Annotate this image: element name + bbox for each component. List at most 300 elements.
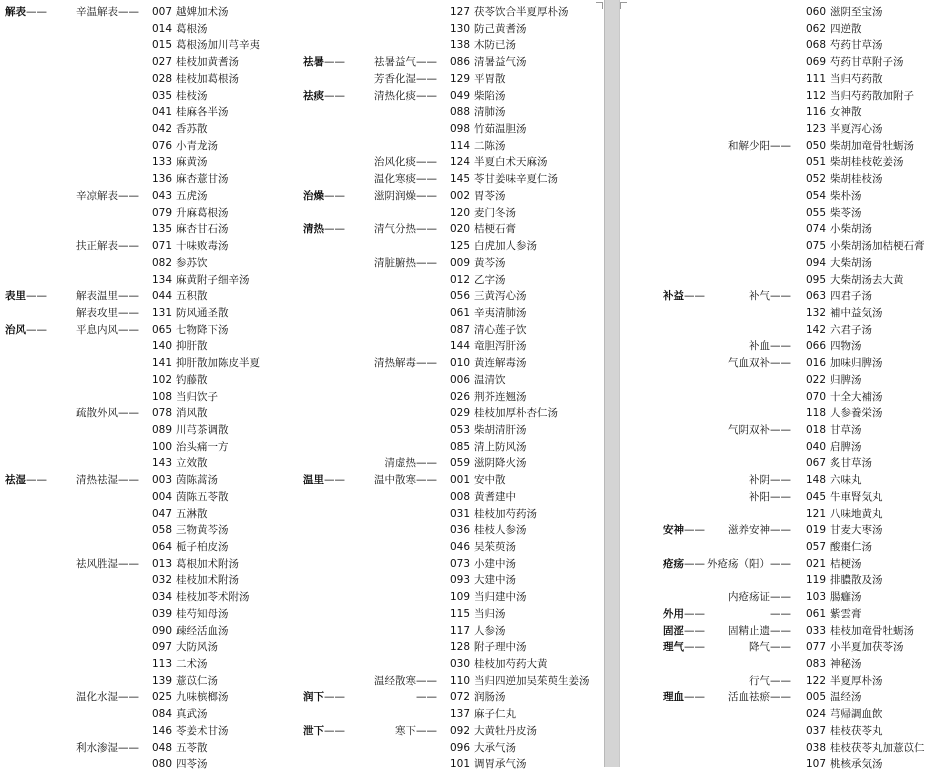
category-label: 表里 [5, 290, 26, 303]
connector-dash: —— [416, 72, 437, 85]
connector-dash: —— [118, 474, 139, 487]
formula-row [656, 171, 913, 188]
formula-row [4, 740, 304, 757]
formula-row [4, 37, 304, 54]
formula-number: 018 [805, 423, 826, 436]
formula-number: 096 [449, 741, 470, 754]
formula-number: 078 [151, 407, 172, 420]
connector-dash: —— [770, 340, 791, 353]
subcategory-label: 清虚热 [384, 457, 416, 470]
connector-dash: —— [416, 674, 437, 687]
subcategory-label: 利水渗湿 [76, 741, 118, 754]
formula-number: 140 [151, 340, 172, 353]
formula-number: 026 [449, 390, 470, 403]
formula-name: 当归汤 [474, 607, 506, 620]
formula-row [4, 539, 304, 556]
formula-row [4, 623, 304, 640]
crop-mark-top-right [596, 2, 603, 9]
formula-row [656, 623, 913, 640]
formula-row [4, 572, 304, 589]
formula-number: 082 [151, 256, 172, 269]
formula-name: 半夏厚朴汤 [830, 674, 883, 687]
formula-row [302, 522, 602, 539]
formula-name: 防己黄耆汤 [474, 22, 527, 35]
formula-name: 启脾汤 [830, 440, 862, 453]
formula-row [4, 238, 304, 255]
connector-dash: —— [118, 290, 139, 303]
connector-dash: —— [416, 474, 437, 487]
connector-dash: —— [118, 741, 139, 754]
category-label: 祛湿 [5, 474, 26, 487]
formula-name: 桂枝加厚朴杏仁汤 [474, 407, 558, 420]
formula-number: 002 [449, 189, 470, 202]
subcategory-label: 清热解毒 [374, 357, 416, 370]
formula-number: 129 [449, 72, 470, 85]
formula-number: 007 [151, 6, 172, 18]
formula-name: 女神散 [830, 106, 862, 119]
formula-name: 当归芍药散 [830, 72, 883, 85]
connector-dash: —— [118, 240, 139, 253]
formula-row [302, 4, 602, 21]
formula-number: 133 [151, 156, 172, 169]
formula-number: 051 [805, 156, 826, 169]
formula-name: 清肺汤 [474, 106, 506, 119]
category-label: 理血 [663, 691, 684, 704]
subcategory-label: 温化水湿 [76, 691, 118, 704]
formula-row [302, 656, 602, 673]
formula-row [4, 221, 304, 238]
formula-number: 117 [449, 624, 470, 637]
formula-number: 145 [449, 173, 470, 186]
formula-name: 真武汤 [176, 708, 208, 721]
formula-name: 胃苓汤 [474, 189, 506, 202]
formula-name: 大黄牡丹皮汤 [474, 724, 537, 737]
formula-row [656, 188, 913, 205]
formula-row [4, 104, 304, 121]
connector-dash: —— [118, 557, 139, 570]
connector-dash: —— [770, 641, 791, 654]
subcategory-label: 治风化痰 [374, 156, 416, 169]
formula-name: 三物黄芩汤 [176, 524, 229, 537]
formula-row [302, 740, 602, 757]
formula-number: 027 [151, 56, 172, 69]
formula-number: 063 [805, 290, 826, 303]
connector-dash: —— [324, 223, 345, 236]
subcategory-label: 清脏腑热 [374, 256, 416, 269]
formula-row [302, 372, 602, 389]
subcategory-label: 气阴双补 [728, 423, 770, 436]
category-label: 补益 [663, 290, 684, 303]
formula-number: 044 [151, 290, 172, 303]
connector-dash: —— [26, 290, 47, 303]
formula-row [4, 405, 304, 422]
formula-number: 034 [151, 591, 172, 604]
formula-row [4, 506, 304, 523]
formula-number: 048 [151, 741, 172, 754]
formula-row [656, 355, 913, 372]
formula-name: 四君子汤 [830, 290, 872, 303]
formula-row [656, 756, 913, 773]
subcategory-label: 补气 [749, 290, 770, 303]
formula-number: 012 [449, 273, 470, 286]
formula-number: 094 [805, 256, 826, 269]
formula-name: 半夏泻心汤 [830, 123, 883, 136]
connector-dash: —— [324, 189, 345, 202]
formula-row [4, 522, 304, 539]
formula-row [656, 288, 913, 305]
formula-row [656, 556, 913, 573]
formula-number: 041 [151, 106, 172, 119]
formula-name: 竜胆泻肝汤 [474, 340, 527, 353]
formula-row [302, 589, 602, 606]
formula-name: 桂枝加芍药大黄 [474, 658, 548, 671]
formula-number: 033 [805, 624, 826, 637]
formula-name: 葛根加术附汤 [176, 557, 239, 570]
formula-row [302, 639, 602, 656]
formula-name: 平胃散 [474, 72, 506, 85]
formula-row [302, 71, 602, 88]
formula-name: 大承气汤 [474, 741, 516, 754]
formula-name: 葛根汤 [176, 22, 208, 35]
formula-number: 122 [805, 674, 826, 687]
formula-number: 072 [449, 691, 470, 704]
formula-number: 090 [151, 624, 172, 637]
formula-number: 003 [151, 474, 172, 487]
formula-row [656, 221, 913, 238]
formula-row [656, 489, 913, 506]
formula-row [4, 389, 304, 406]
formula-row [656, 88, 913, 105]
formula-row [302, 723, 602, 740]
connector-dash: —— [770, 674, 791, 687]
formula-number: 100 [151, 440, 172, 453]
subcategory-label: 寒下 [395, 724, 416, 737]
formula-number: 124 [449, 156, 470, 169]
formula-number: 142 [805, 323, 826, 336]
formula-row [4, 689, 304, 706]
formula-number: 138 [449, 39, 470, 52]
formula-row [4, 472, 304, 489]
formula-name: 荆芥连翘汤 [474, 390, 527, 403]
formula-name: 桂枝人参汤 [474, 524, 527, 537]
formula-row [656, 522, 913, 539]
formula-number: 061 [805, 607, 826, 620]
formula-row [4, 556, 304, 573]
formula-name: 半夏白术天麻汤 [474, 156, 548, 169]
formula-name: 人参養栄汤 [830, 407, 883, 420]
connector-dash: —— [416, 89, 437, 102]
formula-name: 麻子仁丸 [474, 708, 516, 721]
formula-name: 润肠汤 [474, 691, 506, 704]
connector-dash: —— [324, 89, 345, 102]
formula-row [4, 322, 304, 339]
subcategory-label: 和解少阳 [728, 139, 770, 152]
formula-row [656, 154, 913, 171]
formula-number: 148 [805, 474, 826, 487]
formula-number: 024 [805, 708, 826, 721]
formula-number: 042 [151, 123, 172, 136]
connector-dash: —— [770, 591, 791, 604]
formula-name: 甘麦大枣汤 [830, 524, 883, 537]
formula-name: 二术汤 [176, 658, 208, 671]
formula-name: 四物汤 [830, 340, 862, 353]
formula-number: 016 [805, 357, 826, 370]
formula-name: 桂枝加葛根汤 [176, 72, 239, 85]
formula-number: 080 [151, 758, 172, 771]
formula-number: 112 [805, 89, 826, 102]
formula-name: 黄耆建中 [474, 490, 516, 503]
formula-row [302, 21, 602, 38]
formula-name: 六味丸 [830, 474, 862, 487]
formula-name: 安中散 [474, 474, 506, 487]
connector-dash: —— [416, 357, 437, 370]
formula-number: 103 [805, 591, 826, 604]
formula-number: 022 [805, 373, 826, 386]
formula-name: 升麻葛根汤 [176, 206, 229, 219]
formula-name: 桂枝加黄耆汤 [176, 56, 239, 69]
formula-row [656, 723, 913, 740]
connector-dash: —— [416, 56, 437, 69]
formula-row [4, 205, 304, 222]
category-label: 解表 [5, 6, 26, 18]
connector-dash: —— [770, 474, 791, 487]
formula-row [656, 71, 913, 88]
formula-row [656, 322, 913, 339]
subcategory-label: 辛温解表 [76, 6, 118, 18]
formula-number: 020 [449, 223, 470, 236]
formula-number: 019 [805, 524, 826, 537]
connector-dash: —— [118, 189, 139, 202]
formula-number: 032 [151, 574, 172, 587]
formula-name: 五淋散 [176, 507, 208, 520]
formula-name: 桃核承気汤 [830, 758, 883, 771]
formula-number: 084 [151, 708, 172, 721]
formula-name: 葛根汤加川芎辛夷 [176, 39, 260, 52]
formula-number: 086 [449, 56, 470, 69]
formula-row [4, 756, 304, 773]
category-label: 外用 [663, 607, 684, 620]
formula-row [302, 221, 602, 238]
formula-row [302, 288, 602, 305]
formula-row [4, 305, 304, 322]
formula-number: 061 [449, 306, 470, 319]
formula-number: 049 [449, 89, 470, 102]
subcategory-label: 气血双补 [728, 357, 770, 370]
formula-row [656, 405, 913, 422]
formula-row [302, 556, 602, 573]
subcategory-label: 清热祛湿 [76, 474, 118, 487]
formula-row [4, 639, 304, 656]
formula-number: 058 [151, 524, 172, 537]
page-gutter [604, 0, 620, 767]
formula-number: 040 [805, 440, 826, 453]
formula-name: 滋阴至宝汤 [830, 6, 883, 18]
connector-dash: —— [416, 724, 437, 737]
category-label: 温里 [303, 474, 324, 487]
formula-name: 四苓汤 [176, 758, 208, 771]
formula-name: 大柴胡汤 [830, 256, 872, 269]
subcategory-label: 温经散寒 [374, 674, 416, 687]
subcategory-label: 扶正解表 [76, 240, 118, 253]
formula-name: 薏苡仁汤 [176, 674, 218, 687]
formula-number: 146 [151, 724, 172, 737]
formula-number: 093 [449, 574, 470, 587]
formula-name: 乙字汤 [474, 273, 506, 286]
formula-name: 小柴胡汤加桔梗石膏 [830, 240, 925, 253]
formula-number: 052 [805, 173, 826, 186]
formula-name: 桔梗石膏 [474, 223, 516, 236]
formula-row [4, 422, 304, 439]
formula-row [4, 154, 304, 171]
formula-name: 柴苓汤 [830, 206, 862, 219]
formula-name: 柴陷汤 [474, 89, 506, 102]
formula-number: 074 [805, 223, 826, 236]
formula-number: 062 [805, 22, 826, 35]
formula-name: 竹茹温胆汤 [474, 123, 527, 136]
connector-dash: —— [770, 423, 791, 436]
formula-row [302, 88, 602, 105]
connector-dash: —— [416, 156, 437, 169]
subcategory-label: 清气分热 [374, 223, 416, 236]
formula-row [302, 472, 602, 489]
formula-number: 127 [449, 6, 470, 18]
formula-name: 栀子柏皮汤 [176, 541, 229, 553]
formula-name: 桂枝加竜骨牡蛎汤 [830, 624, 914, 637]
formula-row [4, 138, 304, 155]
formula-number: 039 [151, 607, 172, 620]
formula-number: 054 [805, 189, 826, 202]
connector-dash: —— [416, 691, 437, 704]
formula-name: 香苏散 [176, 123, 208, 136]
formula-row [656, 606, 913, 623]
connector-dash: —— [770, 139, 791, 152]
subcategory-label: 活血祛瘀 [728, 691, 770, 704]
category-label: 固涩 [663, 624, 684, 637]
formula-name: 十味败毒汤 [176, 240, 229, 253]
formula-row [656, 54, 913, 71]
formula-name: 麻黄汤 [176, 156, 208, 169]
formula-name: 当归饮子 [176, 390, 218, 403]
formula-number: 004 [151, 490, 172, 503]
formula-number: 036 [449, 524, 470, 537]
subcategory-label: 芳香化湿 [374, 72, 416, 85]
subcategory-label: 疏散外风 [76, 407, 118, 420]
formula-column-c [656, 4, 925, 773]
formula-name: 滋阴降火汤 [474, 457, 527, 470]
subcategory-label: 降气 [749, 641, 770, 654]
formula-name: 紫雲膏 [830, 607, 862, 620]
formula-name: 麦门冬汤 [474, 206, 516, 219]
formula-name: 川芎茶调散 [176, 423, 229, 436]
formula-name: 七物降下汤 [176, 323, 229, 336]
formula-number: 114 [449, 139, 470, 152]
formula-row [656, 539, 913, 556]
formula-number: 013 [151, 557, 172, 570]
formula-row [656, 656, 913, 673]
formula-name: 桂枝加苓术附汤 [176, 591, 250, 604]
connector-dash: —— [26, 323, 47, 336]
formula-name: 辛夷清肺汤 [474, 306, 527, 319]
formula-row [302, 205, 602, 222]
subcategory-label: 清热化痰 [374, 89, 416, 102]
formula-name: 牛車腎気丸 [830, 490, 883, 503]
formula-name: 抑肝散加陈皮半夏 [176, 357, 260, 370]
formula-name: 腸癰汤 [830, 591, 862, 604]
subcategory-label: 滋阴润燥 [374, 189, 416, 202]
connector-dash: —— [416, 223, 437, 236]
formula-row [4, 188, 304, 205]
formula-row [302, 121, 602, 138]
connector-dash: —— [684, 557, 705, 570]
formula-number: 076 [151, 139, 172, 152]
formula-number: 088 [449, 106, 470, 119]
formula-row [302, 756, 602, 773]
formula-number: 047 [151, 507, 172, 520]
formula-number: 068 [805, 39, 826, 52]
connector-dash: —— [770, 357, 791, 370]
formula-row [302, 154, 602, 171]
formula-name: 苓姜术甘汤 [176, 724, 229, 737]
formula-name: 酸棗仁汤 [830, 541, 872, 553]
formula-number: 102 [151, 373, 172, 386]
formula-row [656, 21, 913, 38]
formula-row [656, 472, 913, 489]
formula-name: 大防风汤 [176, 641, 218, 654]
formula-name: 茵陈五苓散 [176, 490, 229, 503]
formula-name: 桂枝茯苓丸加薏苡仁 [830, 741, 925, 754]
formula-number: 116 [805, 106, 826, 119]
formula-number: 038 [805, 741, 826, 754]
category-label: 疮疡 [663, 557, 684, 570]
category-label: 清热 [303, 223, 324, 236]
formula-row [302, 689, 602, 706]
formula-row [656, 673, 913, 690]
formula-row [656, 338, 913, 355]
formula-number: 046 [449, 541, 470, 553]
formula-name: 黄芩汤 [474, 256, 506, 269]
connector-dash: —— [684, 607, 705, 620]
formula-number: 005 [805, 691, 826, 704]
subcategory-label: 外疮疡（阳） [707, 557, 770, 570]
formula-row [302, 37, 602, 54]
subcategory-label: 固精止遗 [728, 624, 770, 637]
connector-dash: —— [324, 56, 345, 69]
formula-number: 136 [151, 173, 172, 186]
formula-number: 057 [805, 541, 826, 553]
connector-dash: —— [416, 256, 437, 269]
formula-number: 073 [449, 557, 470, 570]
formula-name: 越婢加术汤 [176, 6, 229, 18]
formula-number: 075 [805, 240, 826, 253]
formula-number: 055 [805, 206, 826, 219]
formula-number: 115 [449, 607, 470, 620]
formula-number: 031 [449, 507, 470, 520]
formula-row [656, 138, 913, 155]
subcategory-label: 温化寒痰 [374, 173, 416, 186]
connector-dash: —— [324, 724, 345, 737]
connector-dash: —— [118, 691, 139, 704]
formula-name: 当归建中汤 [474, 591, 527, 604]
subcategory-label: 祛风胜湿 [76, 557, 118, 570]
connector-dash: —— [416, 173, 437, 186]
connector-dash: —— [770, 290, 791, 303]
formula-number: 107 [805, 758, 826, 771]
formula-number: 067 [805, 457, 826, 470]
formula-row [302, 506, 602, 523]
formula-number: 113 [151, 658, 172, 671]
formula-row [4, 4, 304, 21]
formula-name: 二陈汤 [474, 139, 506, 152]
